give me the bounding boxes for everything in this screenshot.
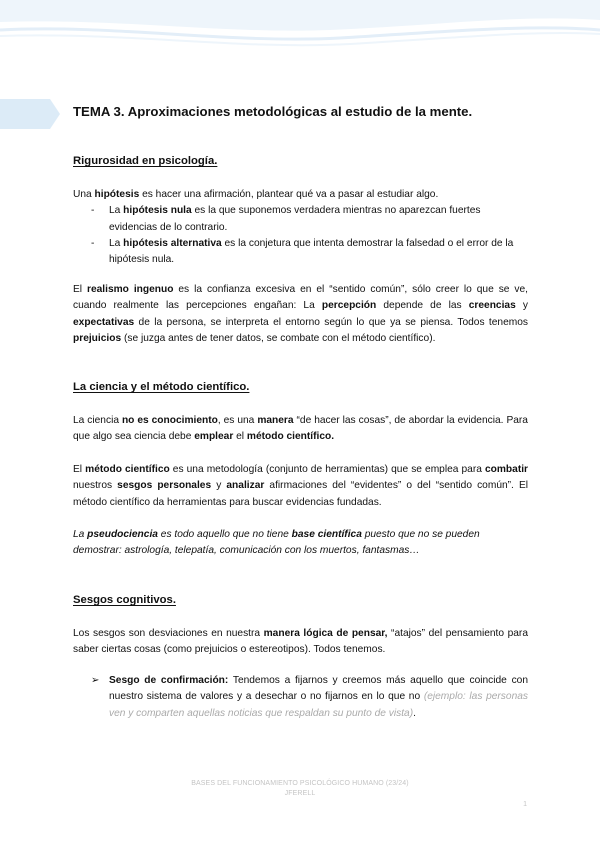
- footer-course: BASES DEL FUNCIONAMIENTO PSICOLÓGICO HUMANO (23/24): [191, 780, 409, 787]
- section-rigurosidad: [73, 155, 528, 167]
- title-tab-decoration: [0, 99, 60, 129]
- section-heading: La ciencia y el método científico.: [73, 381, 250, 393]
- arrow-bullet-icon: ➢: [91, 675, 100, 686]
- list-item-sesgo-confirmacion: ➢ Sesgo de confirmación: Tendemos a fijarnos y creemos más aquello que coincide con nuestro sistema de valores y a desechar o no fijarnos en lo que no (ejemplo: las personas ven y comparten aquellas noticias que respaldan su punto de vista).: [91, 675, 529, 719]
- section-ciencia: [73, 381, 528, 393]
- page-title: TEMA 3. Aproximaciones metodológicas al estudio de la mente.: [73, 104, 473, 119]
- header-wave-decoration: [0, 0, 600, 60]
- page-footer: [0, 779, 600, 799]
- paragraph-sesgos: Los sesgos son desviaciones en nuestra manera lógica de pensar, “atajos” del pensamiento para saber ciertas cosas (como prejuicios o estereotipos). Todos tenemos.: [73, 628, 528, 656]
- section-heading: Sesgos cognitivos.: [73, 594, 176, 606]
- paragraph-pseudociencia: La pseudociencia es todo aquello que no tiene base científica puesto que no se pueden demostrar: astrología, telepatía, comunicación con los muertos, fantasmas…: [73, 529, 480, 557]
- list-item: - La hipótesis alternativa es la conjetura que intenta demostrar la falsedad o el error de la hipótesis nula.: [91, 237, 514, 266]
- paragraph-ciencia: La ciencia no es conocimiento, es una manera “de hacer las cosas”, de abordar la evidencia. Para que algo sea ciencia debe emplear el método científico.: [73, 415, 528, 443]
- section-heading: Rigurosidad en psicología.: [73, 155, 218, 167]
- page-number: 1: [523, 801, 527, 808]
- paragraph-hipotesis: Una hipótesis es hacer una afirmación, plantear qué va a pasar al estudiar algo. - La hipótesis nula es la que suponemos verdadera mientras no aparezcan fuertes evidencias de lo contrario. - La hipótesis alternativa es la conjetura que intenta demostrar la falsedad o el error de la hipótesis nula.: [73, 187, 528, 268]
- list-item: - La hipótesis nula es la que suponemos verdadera mientras no aparezcan fuertes evidencias de lo contrario.: [91, 205, 481, 233]
- paragraph-realismo: El realismo ingenuo es la confianza excesiva en el “sentido común”, sólo creer lo que se ve, cuando realmente las percepciones engañan: La percepción depende de las creencias y expectativas de la persona, se interpreta el entorno según lo que ya se piensa. Todos tenemos prejuicios (se juzga antes de tener datos, se combate con el método científico).: [73, 284, 528, 344]
- paragraph-metodo: El método científico es una metodología (conjunto de herramientas) que se emplea para combatir nuestros sesgos personales y analizar afirmaciones del “evidentes” o del “sentido común”. El método científico da herramientas para buscar evidencias fundadas.: [73, 464, 529, 508]
- footer-author: JFERELL: [284, 790, 316, 797]
- hypothesis-list: [73, 203, 528, 268]
- section-sesgos: [73, 594, 528, 606]
